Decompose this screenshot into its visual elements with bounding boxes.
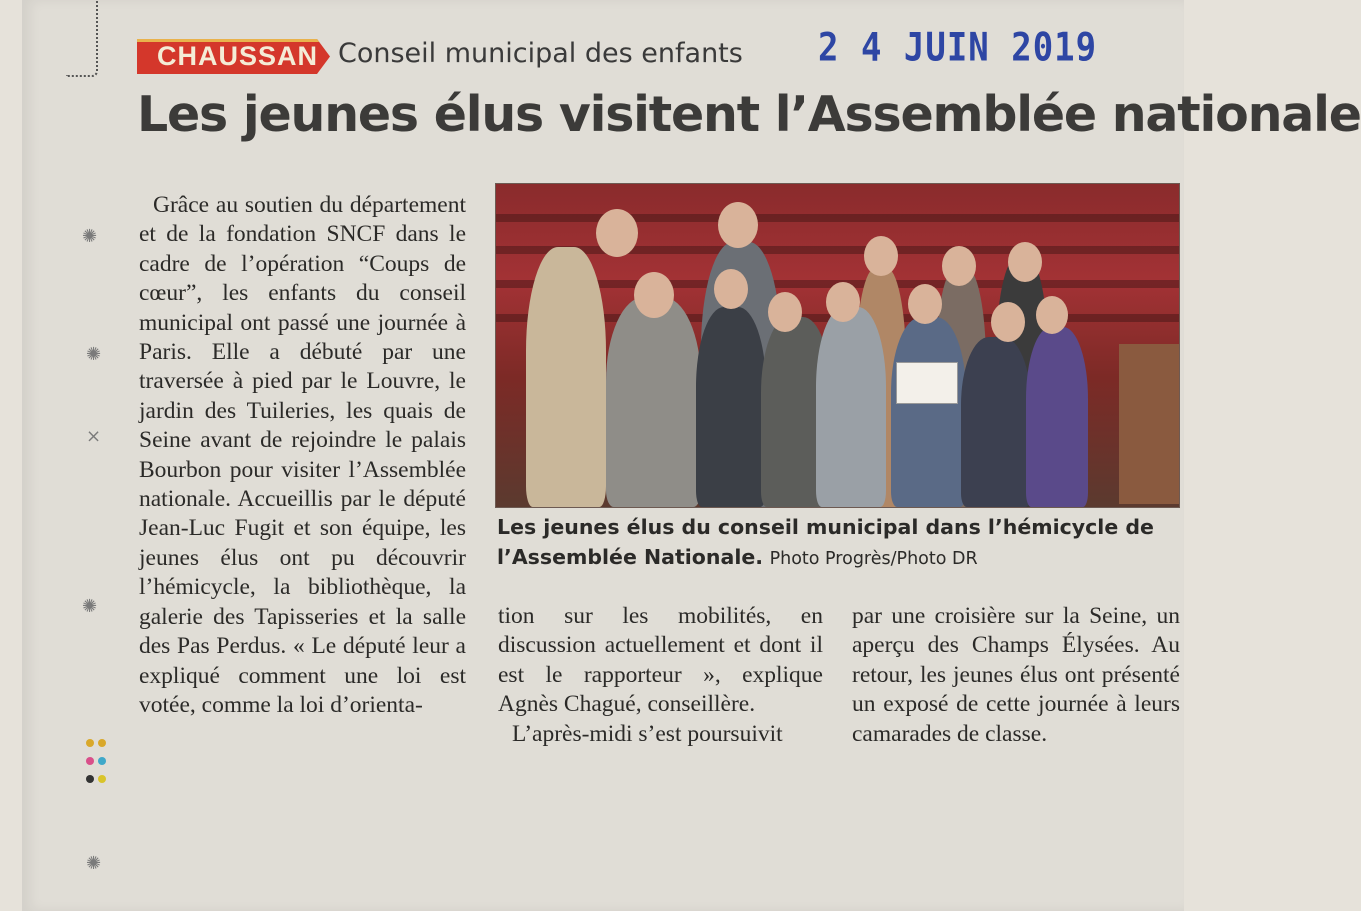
caption-text: Les jeunes élus du conseil municipal dans l’hémicycle de l’Assemblée Nationale. bbox=[497, 515, 1154, 569]
photo-caption bbox=[497, 512, 1177, 574]
photo-credit: Photo Progrès/Photo DR bbox=[769, 549, 978, 569]
color-registration-dots bbox=[84, 736, 114, 790]
registration-mark-icon: ✺ bbox=[82, 226, 98, 246]
article-paragraph: par une croisière sur la Seine, un aperçu des Champs Élysées. Au retour, les jeunes élus ont présenté un exposé de cette journée à leurs camarades de classe. bbox=[852, 603, 1180, 747]
article-paragraph: Grâce au soutien du département et de la fondation SNCF dans le cadre de l’opération “Coups de cœur”, les enfants du conseil municipal ont passé une journée à Paris. Elle a débuté par une traversée à pied par le Louvre, le jardin des Tuileries, les quais de Seine avant de rejoindre le palais Bourbon pour visiter l’Assemblée nationale. Accueillis par le député Jean-Luc Fugit et son équipe, les jeunes élus ont pu découvrir l’hémicycle, la bibliothèque, la galerie des Tapisseries et la salle des Pas Perdus. « Le député leur a expliqué comment une loi est votée, comme la loi d’orienta- bbox=[139, 192, 466, 718]
article-column-3 bbox=[852, 602, 1180, 749]
article-paragraph: tion sur les mobilités, en discussion actuellement et dont il est le rapporteur », explique Agnès Chagué, conseillère. bbox=[498, 603, 823, 718]
sign-card bbox=[896, 362, 958, 404]
article-column-2 bbox=[498, 602, 823, 749]
registration-mark-icon: ✺ bbox=[82, 596, 98, 616]
registration-mark-icon: ✺ bbox=[86, 344, 102, 364]
article-photo bbox=[495, 183, 1180, 508]
crop-mark-icon: ⨯ bbox=[86, 426, 102, 446]
fold-mark bbox=[66, 0, 98, 77]
kicker: Conseil municipal des enfants bbox=[338, 38, 743, 69]
article-paragraph: L’après-midi s’est poursuivit bbox=[512, 720, 783, 747]
headline: Les jeunes élus visitent l’Assemblée nationale bbox=[137, 86, 1361, 143]
section-label: CHAUSSAN bbox=[157, 41, 319, 71]
registration-mark-icon: ✺ bbox=[86, 853, 102, 873]
article-column-1 bbox=[139, 191, 466, 720]
date-stamp: 2 4 JUIN 2019 bbox=[818, 25, 1098, 71]
